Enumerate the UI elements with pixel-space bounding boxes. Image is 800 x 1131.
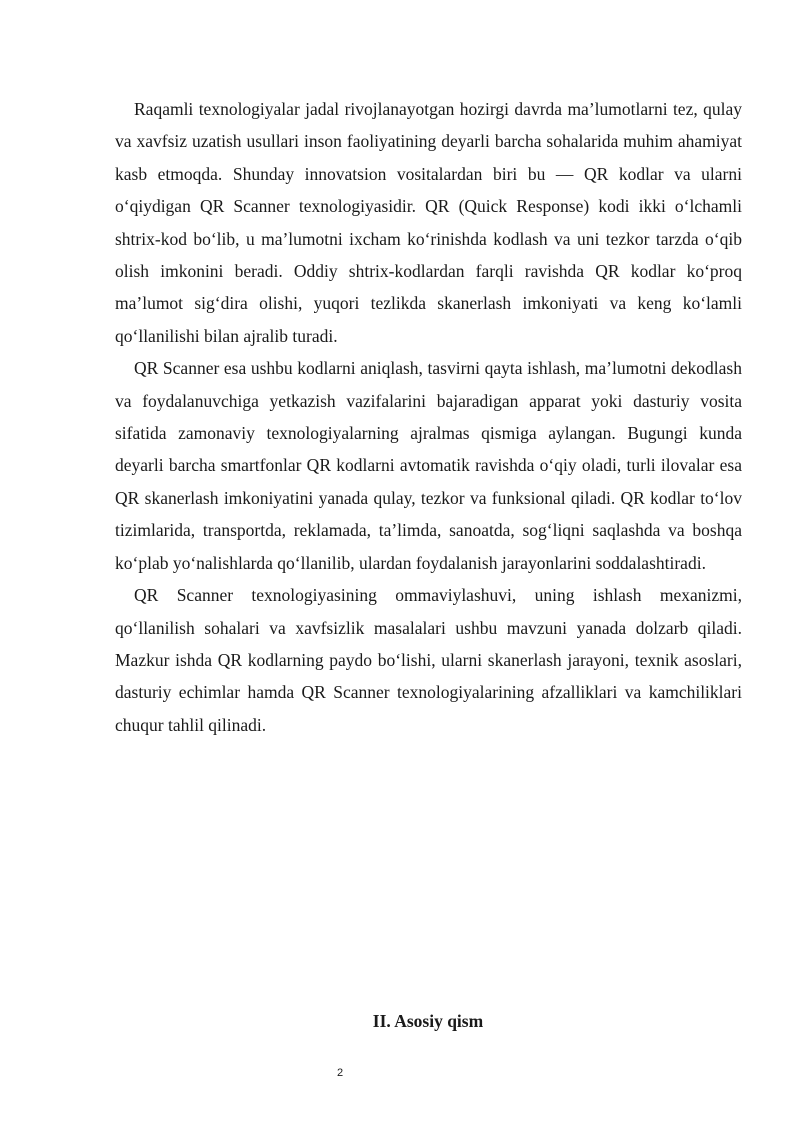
section-heading: II. Asosiy qism bbox=[372, 1011, 484, 1031]
paragraph-3: QR Scanner texnologiyasining ommaviylashuvi, uning ishlash mexanizmi, qo‘llanilish sohalari va xavfsizlik masalalari ushbu mavzuni yanada dolzarb qiladi. Mazkur ishda QR kodlarning paydo bo‘lishi, ularni skanerlash jarayoni, texnik asoslari, dasturiy echimlar hamda QR Scanner texnologiyalarining afzalliklari va kamchiliklari chuqur tahlil qilinadi. bbox=[115, 585, 742, 735]
paragraph-2: QR Scanner esa ushbu kodlarni aniqlash, tasvirni qayta ishlash, ma’lumotni dekodlash va foydalanuvchiga yetkazish vazifalarini bajaradigan apparat yoki dasturiy vosita sifatida zamonaviy texnologiyalarning ajralmas qismiga aylangan. Bugungi kunda deyarli barcha smartfonlar QR kodlarni avtomatik ravishda o‘qiy oladi, turli ilovalar esa QR skanerlash imkoniyatini yanada qulay, tezkor va funksional qiladi. QR kodlar to‘lov tizimlarida, transportda, reklamada, ta’limda, sanoatda, sog‘liqni saqlashda va boshqa ko‘plab yo‘nalishlarda qo‘llanilib, ulardan foydalanish jarayonlarini soddalashtiradi. bbox=[115, 358, 742, 573]
body-text bbox=[115, 93, 742, 741]
page-number: 2 bbox=[336, 1067, 344, 1079]
paragraph-1: Raqamli texnologiyalar jadal rivojlanayotgan hozirgi davrda ma’lumotlarni tez, qulay va xavfsiz uzatish usullari inson faoliyatining deyarli barcha sohalarida muhim ahamiyat kasb etmoqda. Shunday innovatsion vositalardan biri bu — QR kodlar va ularni o‘qiydigan QR Scanner texnologiyasidir. QR (Quick Response) kodi ikki o‘lchamli shtrix-kod bo‘lib, u ma’lumotni ixcham ko‘rinishda kodlash va uni tezkor tarzda o‘qib olish imkonini beradi. Oddiy shtrix-kodlardan farqli ravishda QR kodlar ko‘proq ma’lumot sig‘dira olishi, yuqori tezlikda skanerlash imkoniyati va keng ko‘lamli qo‘llanilishi bilan ajralib turadi. bbox=[115, 99, 742, 346]
